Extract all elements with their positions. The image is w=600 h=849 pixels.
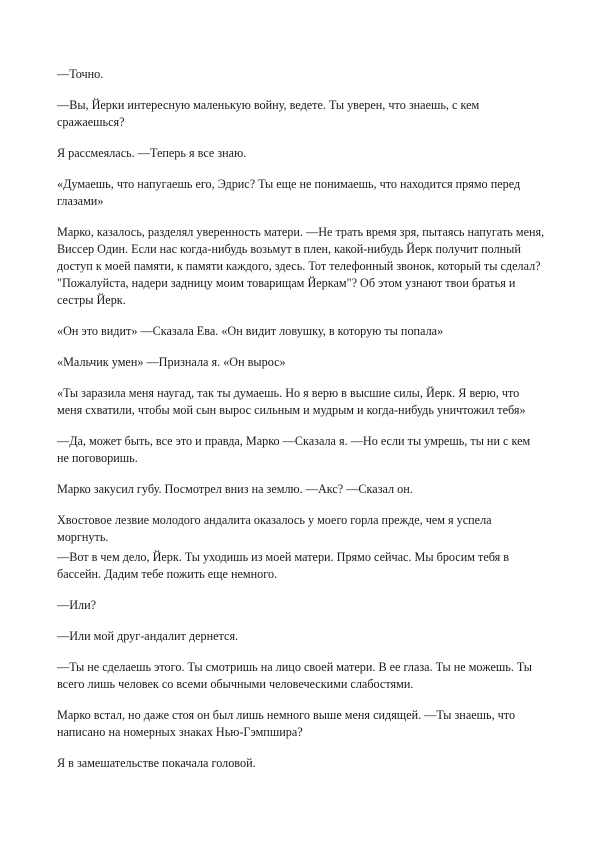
paragraph-6: «Он это видит» —Сказала Ева. «Он видит ловушку, в которую ты попала» — [57, 324, 444, 338]
paragraph-3: Я рассмеялась. —Теперь я все знаю. — [57, 146, 247, 160]
paragraph-1: —Точно. — [57, 67, 104, 81]
paragraph-10: Марко закусил губу. Посмотрел вниз на землю. —Акс? —Сказал он. — [57, 482, 413, 496]
paragraph-12: —Вот в чем дело, Йерк. Ты уходишь из моей матери. Прямо сейчас. Мы бросим тебя в бассейн. Дадим тебе пожить еще немного. — [57, 550, 510, 581]
paragraph-7: «Мальчик умен» —Признала я. «Он вырос» — [57, 355, 286, 369]
paragraph-8: «Ты заразила меня наугад, так ты думаешь. Но я верю в высшие силы, Йерк. Я верю, что меня схватили, чтобы мой сын вырос сильным и мудрым и когда-нибудь уничтожил тебя» — [57, 386, 526, 417]
paragraph-2: —Вы, Йерки интересную маленькую войну, ведете. Ты уверен, что знаешь, с кем сражаешься? — [57, 98, 480, 129]
paragraph-13: —Или? — [57, 598, 97, 612]
paragraph-17: Я в замешательстве покачала головой. — [57, 756, 256, 770]
paragraph-15: —Ты не сделаешь этого. Ты смотришь на лицо своей матери. В ее глаза. Ты не можешь. Ты всего лишь человек со всеми обычными человеческими слабостями. — [57, 660, 532, 691]
paragraph-14: —Или мой друг-андалит дернется. — [57, 629, 239, 643]
paragraph-16: Марко встал, но даже стоя он был лишь немного выше меня сидящей. —Ты знаешь, что написано на номерных знаках Нью-Гэмпшира? — [57, 708, 516, 739]
paragraph-4: «Думаешь, что напугаешь его, Эдрис? Ты еще не понимаешь, что находится прямо перед глазами» — [57, 177, 521, 208]
document-body — [57, 66, 557, 786]
paragraph-11: Хвостовое лезвие молодого андалита оказалось у моего горла прежде, чем я успела моргнуть. — [57, 513, 492, 544]
paragraph-5: Марко, казалось, разделял уверенность матери. —Не трать время зря, пытаясь напугать меня, Виссер Один. Если нас когда-нибудь возьмут в плен, какой-нибудь Йерк получит полный доступ к моей памяти, к памяти каждого, здесь. Тот телефонный звонок, который ты сделал? "Пожалуйста, надери задницу моим товарищам Йеркам"? Об этом узнают твои братья и сестры Йерк. — [57, 225, 545, 307]
paragraph-9: —Да, может быть, все это и правда, Марко —Сказала я. —Но если ты умрешь, ты ни с кем не поговоришь. — [57, 434, 531, 465]
